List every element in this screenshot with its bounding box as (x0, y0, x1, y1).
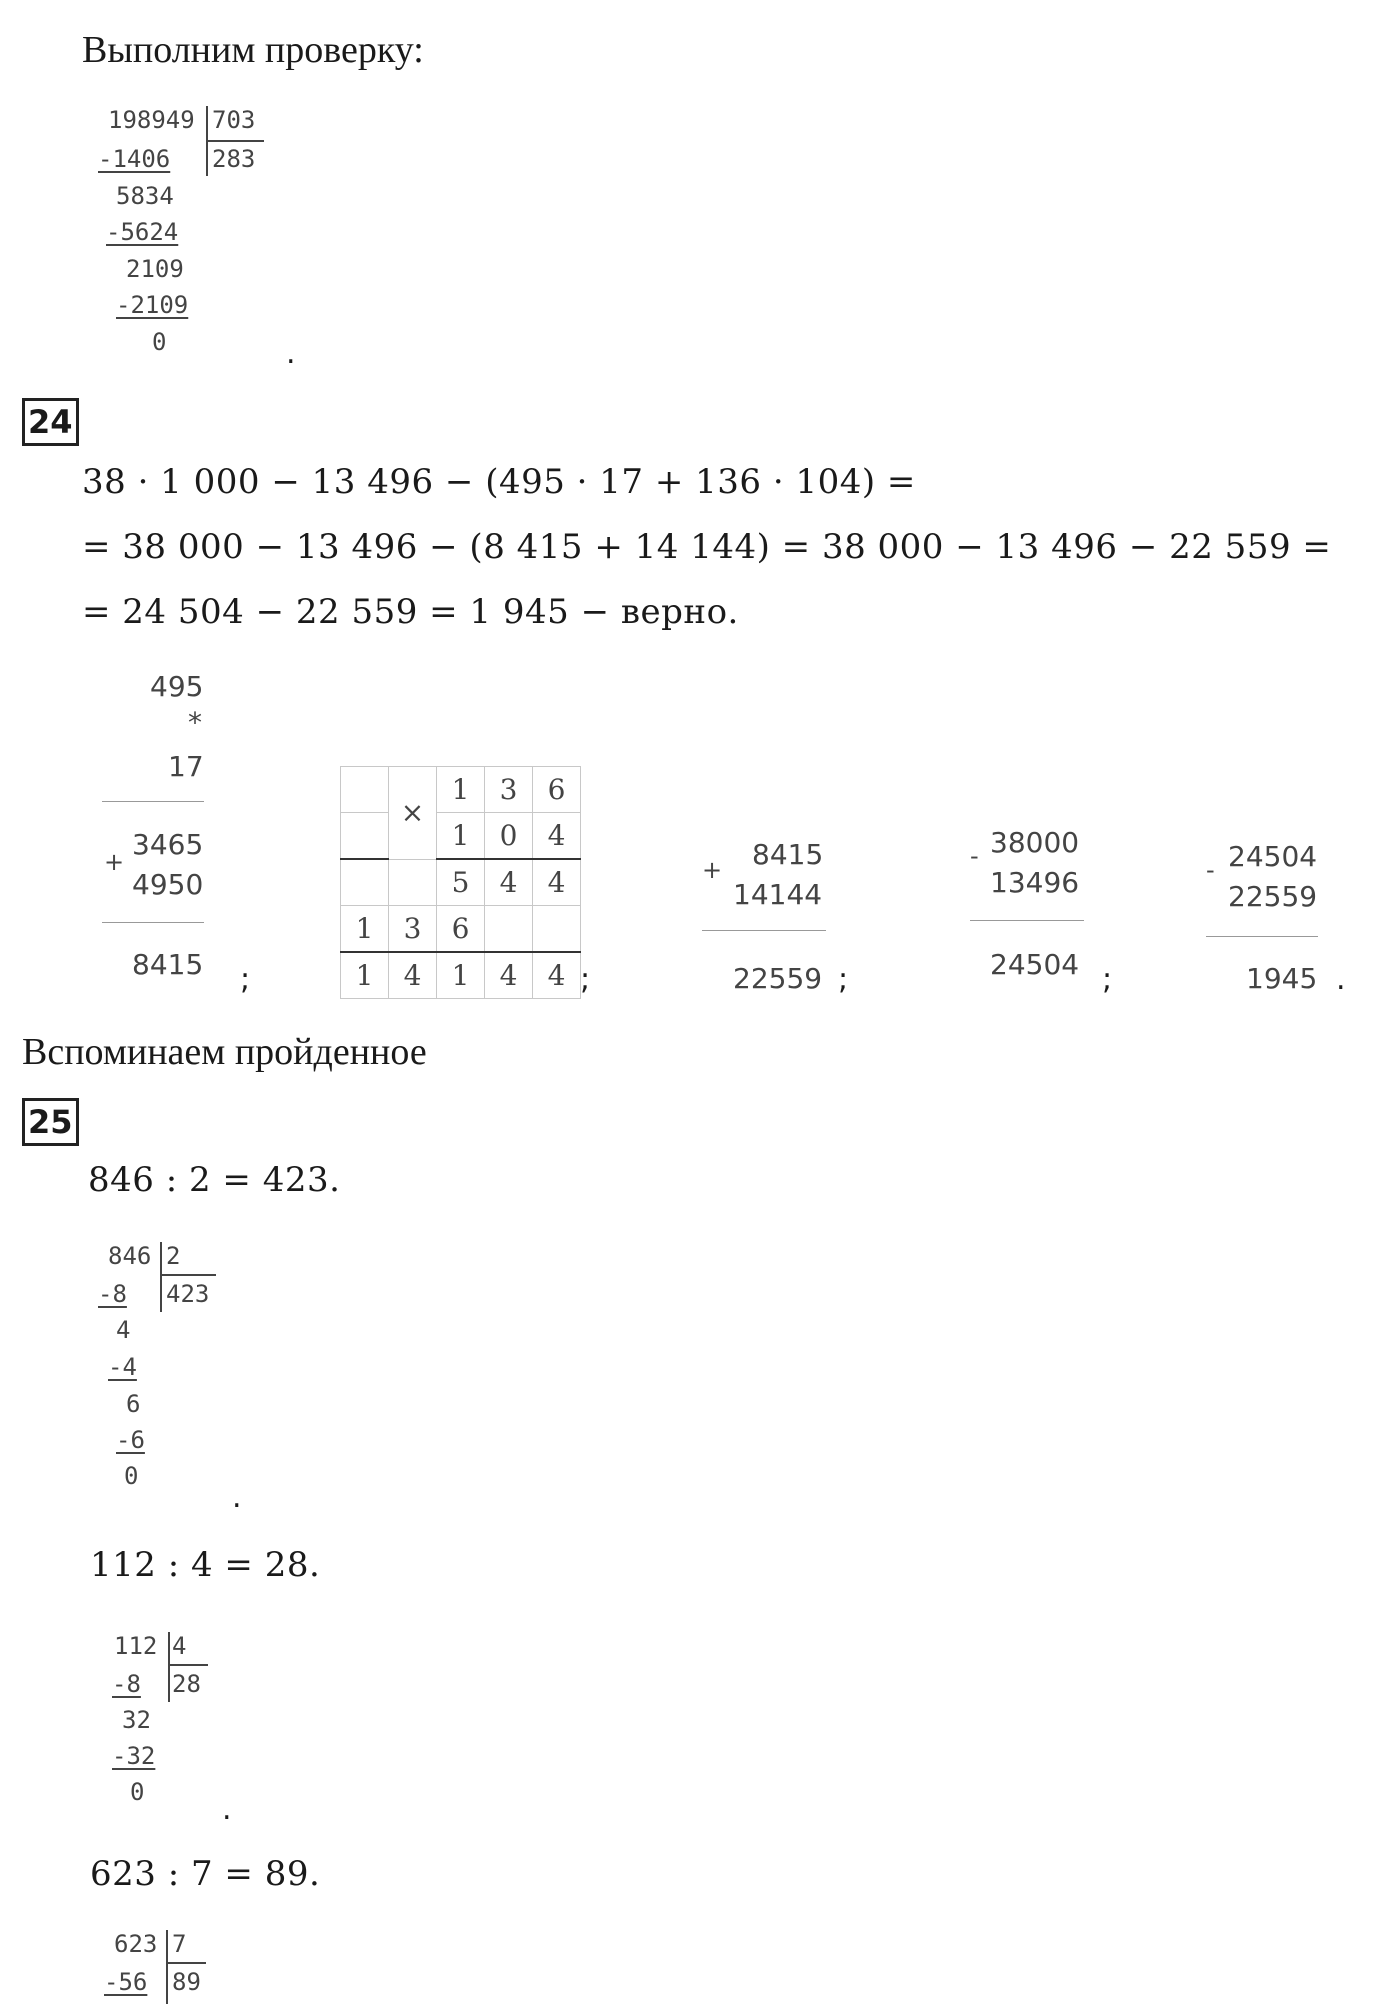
equation-846-2: 846 : 2 = 423. (88, 1160, 341, 1200)
step: 32 (122, 1706, 151, 1734)
quotient: 423 (166, 1280, 210, 1308)
grid-cell (533, 906, 581, 953)
equation-112-4: 112 : 4 = 28. (90, 1545, 321, 1585)
grid-cell: 0 (485, 813, 533, 860)
grid-cell: 1 (437, 813, 485, 860)
times-icon: × (400, 796, 425, 830)
addend-a: 8415 (752, 838, 824, 871)
review-title: Вспоминаем пройденное (22, 1031, 427, 1073)
dividend: 846 (108, 1242, 152, 1270)
minus-sign: - (1206, 856, 1215, 884)
division-bar (168, 1632, 170, 1702)
equation-line-1: 38 · 1 000 − 13 496 − (495 · 17 + 136 · 104) = (82, 462, 916, 502)
grid-cell (341, 813, 389, 860)
period: . (222, 1792, 232, 1827)
quotient-line (168, 1664, 208, 1666)
quotient-line (206, 140, 264, 142)
times-sign (389, 767, 437, 860)
plus-sign: + (702, 856, 723, 884)
quotient: 89 (172, 1968, 201, 1996)
divisor: 4 (172, 1632, 187, 1660)
grid-cell: 3 (485, 767, 533, 813)
step: -6 (116, 1426, 145, 1454)
quotient: 283 (212, 145, 256, 173)
step: -32 (112, 1742, 156, 1770)
quotient-line (166, 1962, 206, 1964)
rule (102, 922, 204, 923)
multiply-sign: * (188, 706, 202, 739)
grid-cell (485, 906, 533, 953)
grid-cell: 4 (533, 813, 581, 860)
step: -8 (98, 1280, 127, 1308)
grid-cell: 1 (341, 952, 389, 999)
subtrahend: 13496 (990, 866, 1080, 899)
step: -4 (108, 1353, 137, 1381)
grid-cell (341, 859, 389, 906)
grid-cell: 3 (389, 906, 437, 953)
divisor: 2 (166, 1242, 181, 1270)
period: . (232, 1480, 242, 1515)
divisor: 7 (172, 1930, 187, 1958)
sum: 22559 (733, 962, 823, 995)
step: 6 (126, 1390, 141, 1418)
plus-sign: + (104, 848, 125, 876)
minuend: 24504 (1228, 840, 1318, 873)
product: 8415 (132, 948, 204, 981)
division-bar (160, 1242, 162, 1312)
multiplication-grid-136x104 (340, 766, 581, 999)
divisor: 703 (212, 106, 256, 134)
period: . (1336, 962, 1346, 997)
grid-cell: 4 (533, 952, 581, 999)
grid-cell: 6 (437, 906, 485, 953)
grid-cell: 1 (437, 952, 485, 999)
dividend: 198949 (108, 106, 195, 134)
rule (702, 930, 826, 931)
grid-cell: 4 (485, 859, 533, 906)
check-title: Выполним проверку: (82, 29, 424, 71)
grid-cell: 5 (437, 859, 485, 906)
grid-cell: 4 (485, 952, 533, 999)
rule (1206, 936, 1318, 937)
grid-cell: 6 (533, 767, 581, 813)
factor-a: 495 (150, 670, 204, 703)
separator: ; (1102, 962, 1113, 997)
step: 2109 (126, 255, 184, 283)
step: -5624 (106, 218, 179, 246)
grid-cell: 1 (341, 906, 389, 953)
subtrahend: 22559 (1228, 880, 1318, 913)
grid-cell (389, 859, 437, 906)
step: -56 (104, 1968, 148, 1996)
grid-cell: 1 (437, 767, 485, 813)
separator: ; (580, 962, 591, 997)
step: 0 (130, 1778, 145, 1806)
rule (102, 801, 204, 802)
step: 0 (152, 328, 167, 356)
step: 0 (124, 1462, 139, 1490)
step: -2109 (116, 291, 189, 319)
difference: 24504 (990, 948, 1080, 981)
step: -8 (112, 1670, 141, 1698)
dividend: 112 (114, 1632, 158, 1660)
equation-line-3: = 24 504 − 22 559 = 1 945 − верно. (82, 592, 739, 632)
grid-cell: 4 (533, 859, 581, 906)
grid-cell: 4 (389, 952, 437, 999)
separator: ; (240, 962, 251, 997)
step: 5834 (116, 182, 174, 210)
partial-1: 3465 (132, 828, 204, 861)
quotient-line (160, 1274, 216, 1276)
step: -1406 (98, 145, 171, 173)
rule (970, 920, 1084, 921)
grid-cell (341, 767, 389, 813)
factor-b: 17 (168, 750, 204, 783)
task-number-25: 25 (22, 1098, 79, 1146)
difference: 1945 (1246, 962, 1318, 995)
minuend: 38000 (990, 826, 1080, 859)
separator: ; (838, 962, 849, 997)
equation-623-7: 623 : 7 = 89. (90, 1854, 321, 1894)
step: 4 (116, 1316, 131, 1344)
addend-b: 14144 (733, 878, 823, 911)
division-bar (166, 1930, 168, 2004)
quotient: 28 (172, 1670, 201, 1698)
period: . (286, 336, 296, 371)
minus-sign: - (970, 842, 979, 870)
dividend: 623 (114, 1930, 158, 1958)
partial-2: 4950 (132, 868, 204, 901)
equation-line-2: = 38 000 − 13 496 − (8 415 + 14 144) = 38 000 − 13 496 − 22 559 = (82, 527, 1332, 567)
task-number-24: 24 (22, 398, 79, 446)
